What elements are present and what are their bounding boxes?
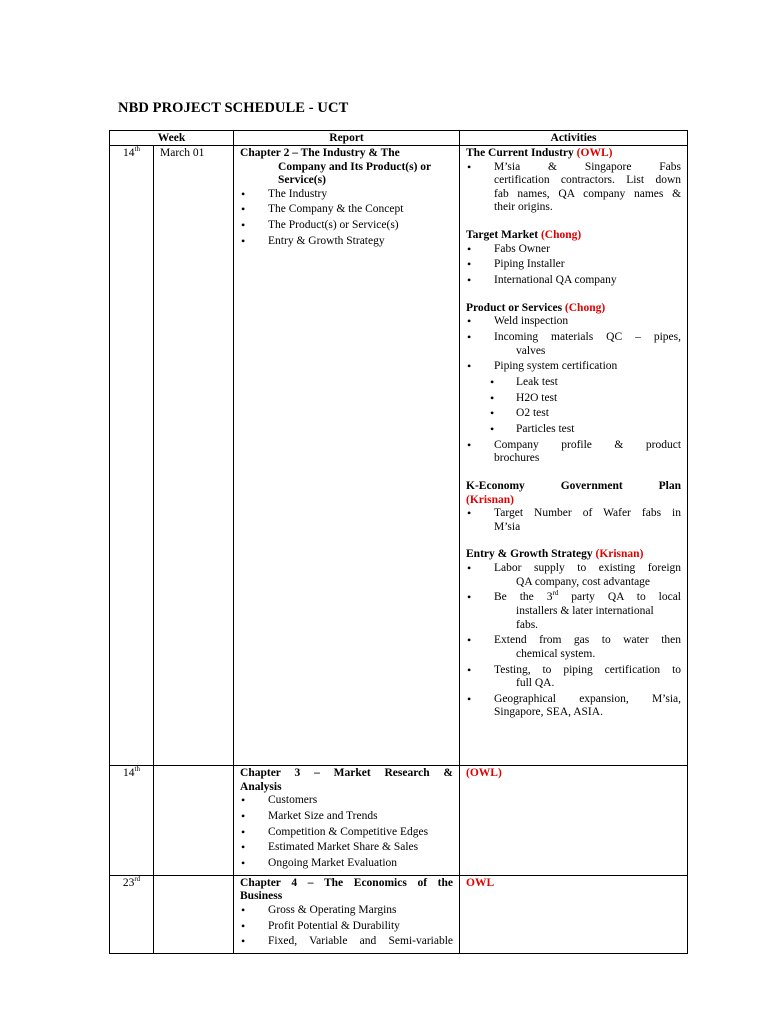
owner-label: (OWL) [466,767,502,779]
owner-label: (Krisnan) [595,548,644,561]
list-item: • Gross & Operating Margins [240,904,453,918]
header-report: Report [234,131,460,146]
report-cell [234,146,460,766]
activity-heading: Product or Services (Chong) [466,301,606,314]
activities-cell [460,766,688,876]
activity-heading: Entry & Growth Strategy (Krisnan) [466,548,644,561]
header-week: Week [110,131,234,146]
list-item: • Company profile & product brochures [466,439,681,466]
report-items [240,904,453,949]
list-item: • Market Size and Trends [240,810,453,824]
list-item: • The Company & the Concept [240,203,453,217]
week-cell [110,875,154,953]
list-item: • Leak test [466,376,681,390]
report-cell [234,875,460,953]
list-item: • Testing, to piping certification to full QA. [466,664,681,691]
activity-list [466,562,681,720]
activity-list [466,507,681,534]
list-item: • The Product(s) or Service(s) [240,219,453,233]
table-row [110,875,688,953]
header-activities: Activities [460,131,688,146]
document-title: NBD PROJECT SCHEDULE - UCT [118,100,349,116]
list-item: • Particles test [466,423,681,437]
date-cell [154,875,234,953]
date-cell [154,146,234,766]
list-item: • Customers [240,794,453,808]
list-item: • The Industry [240,188,453,202]
date-cell [154,766,234,876]
chapter-heading: Chapter 2 – The Industry & The Company and Its Product(s) or Service(s) [240,147,432,187]
list-item: • Fixed, Variable and Semi-variable [240,935,453,949]
list-item: • O2 test [466,407,681,421]
list-item: • Ongoing Market Evaluation [240,857,453,871]
activities-cell [460,875,688,953]
list-item: • Geographical expansion, M’sia, Singapore, SEA, ASIA. [466,693,681,720]
activity-list [466,439,681,466]
table-row [110,146,688,766]
week-suffix: th [134,145,140,154]
list-item: • M’sia & Singapore Fabs certification contractors. List down fab names, QA company names & their origins. [466,161,681,215]
chapter-heading: Chapter 3 – Market Research & Analysis [240,767,454,793]
owner-label: (Krisnan) [466,493,514,506]
list-item: • Target Number of Wafer fabs in M’sia [466,507,681,534]
activities-cell [460,146,688,766]
list-item: • Extend from gas to water then chemical system. [466,634,681,661]
activity-heading: Target Market (Chong) [466,229,582,242]
report-items [240,188,453,249]
list-item: • Fabs Owner [466,243,681,257]
list-item: • Entry & Growth Strategy [240,235,453,249]
list-item: • Incoming materials QC – pipes, valves [466,331,681,358]
list-item: • International QA company [466,274,681,288]
owner-label: OWL [466,876,495,889]
list-item: • Piping Installer [466,258,681,272]
activity-list [466,161,681,215]
list-item: • Be the 3rd party QA to local installers & later international fabs. [466,591,681,632]
chapter-heading: Chapter 4 – The Economics of the Business [240,876,454,903]
week-cell [110,766,154,876]
activity-list [466,243,681,288]
list-item: • Labor supply to existing foreign QA company, cost advantage [466,562,681,589]
list-item: • Piping system certification [466,360,681,374]
week-cell [110,146,154,766]
owner-label: (OWL) [576,147,613,159]
owner-label: (Chong) [540,229,582,242]
schedule-table [109,130,688,954]
list-item: • Competition & Competitive Edges [240,826,453,840]
header-row [110,131,688,146]
week-number: 14 [123,767,135,779]
week-suffix: th [134,765,140,774]
activity-list [466,315,681,374]
report-items [240,794,453,870]
list-item: • Estimated Market Share & Sales [240,841,453,855]
list-item: • H2O test [466,392,681,406]
activity-heading: The Current Industry (OWL) [466,147,613,159]
week-number: 14 [123,147,135,159]
week-number: 23 [122,876,135,889]
week-date: March 01 [160,147,205,159]
activity-sublist [466,376,681,437]
owner-label: (Chong) [564,301,606,314]
week-suffix: rd [134,874,141,883]
report-cell [234,766,460,876]
list-item: • Profit Potential & Durability [240,920,453,934]
list-item: • Weld inspection [466,315,681,329]
activity-heading: K-Economy Government Plan (Krisnan) [466,480,682,506]
table-row [110,766,688,876]
